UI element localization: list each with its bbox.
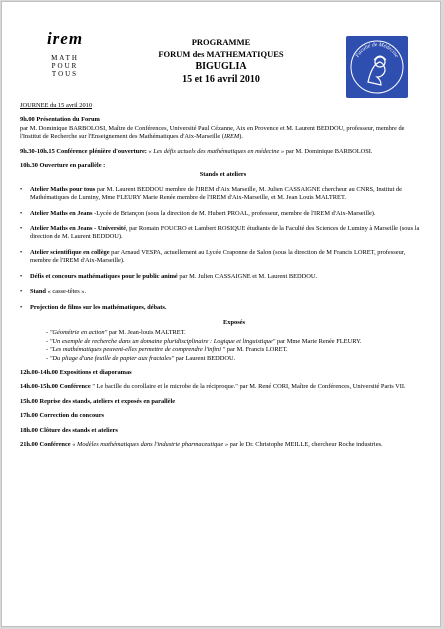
- header-line-2: FORUM des MATHEMATIQUES: [158, 49, 284, 59]
- session-closing: 18h.00 Clôture des stands et ateliers: [20, 426, 118, 434]
- list-item: • Atelier Maths en Jeans - Université, par Romain FOUCRO et Lambert ROSIQUE étudiants de la Faculté des Sciences de Luminy à Marseille (sous la direction de M. Laurent BEDDOU).: [20, 225, 420, 241]
- list-item: - "Géométrie en action" par M. Jean-louis MALTRET.: [46, 329, 186, 337]
- list-item: - "Du pliage d'une feuille de papier aux fractales" par Laurent BEDDOU.: [46, 354, 236, 362]
- list-item: • Atelier Maths en Jeans -Lycée de Briançon (sous la direction de M. Hubert PROAL, professeur, membre de l'IREM d'Aix-Marseille).: [20, 209, 376, 217]
- session-text: par M. Dominique BARBOLOSI, Maître de Conférences, Université Paul Cézanne, Aix en Provence et M. Laurent BEDDOU, professeur, membre de l'Institut de Recherche sur l'Enseignement des Mathématiques d'Aix-Marseille (IREM).: [20, 124, 405, 141]
- session-opening: [20, 162, 426, 180]
- logo-line-2: POUR: [51, 62, 79, 70]
- bullet-icon: •: [20, 272, 23, 280]
- program-body: [20, 102, 426, 455]
- bullet-icon: •: [20, 209, 23, 217]
- list-item: • Atelier scientifique en collège par Arnaud VESPA, actuellement au Lycée Craponne de Salon (sous la direction de M Francis LORET, professeur, membre de l'IREM d'Aix-Marseille).: [20, 248, 406, 265]
- talks-section: [42, 319, 426, 363]
- list-item: • Atelier Maths pour tous par M. Laurent BEDDOU membre de l'IREM d'Aix Marseille, M. Julien CASSAIGNE chercheur au CNRS, Institut de Mathématiques de Luminy, Mme FLEURY Marie Renée membre de l'IREM d'Aix-Marseille, et M. Jean Louis MALTRET.: [20, 185, 402, 202]
- session-time: 9h.00 Présentation du Forum: [20, 116, 100, 124]
- bullet-icon: •: [20, 225, 23, 233]
- list-item: • Stand « casse-têtes ».: [20, 288, 87, 296]
- logo-line-1: MATH: [51, 54, 79, 62]
- header-line-3: BIGUGLIA: [195, 61, 247, 72]
- plenary-title: « Les défis actuels des mathématiques en médecine »: [148, 147, 285, 155]
- session-evening-conference: 21h.00 Conférence « Modèles mathématiques dans l'industrie pharmaceutique » par le Dr. Christophe MEILLE, chercheur Roche industries.: [20, 440, 383, 448]
- logo-line-3: TOUS: [51, 70, 79, 78]
- session-correction: 17h.00 Correction du concours: [20, 412, 105, 420]
- bullet-icon: •: [20, 185, 23, 193]
- talks-heading: Exposés: [222, 318, 246, 326]
- session-plenary: [20, 148, 426, 156]
- stands-subheading: Stands et ateliers: [199, 171, 247, 179]
- session-presentation: [20, 116, 426, 141]
- session-resume: 15h.00 Reprise des stands, ateliers et exposés en parallèle: [20, 397, 176, 405]
- faculty-seal-text: Faculté de Médecine: [354, 41, 400, 59]
- logo-wordmark: irem: [46, 29, 84, 48]
- session-text: par M. Dominique BARBOLOSI.: [284, 147, 373, 155]
- list-item: • Projection de films sur les mathématiques, débats.: [20, 303, 167, 311]
- session-exhibitions: 12h.00-14h.00 Expositions et diaporamas: [20, 368, 132, 376]
- program-page: [1, 1, 441, 627]
- bullet-icon: •: [20, 248, 23, 256]
- bullet-icon: •: [20, 303, 23, 311]
- day-heading: JOURNEE du 15 avril 2010: [20, 102, 93, 109]
- list-item: - "Les mathématiques peuvent-elles permettre de comprendre l'infini " par M. Francis LORET.: [46, 346, 288, 354]
- list-item: • Défis et concours mathématiques pour le public animé par M. Julien CASSAIGNE et M. Laurent BEDDOU.: [20, 272, 318, 280]
- faculty-seal-icon: [346, 36, 408, 98]
- header-line-1: PROGRAMME: [191, 37, 251, 47]
- bullet-icon: •: [20, 288, 23, 296]
- session-conference: 14h.00-15h.00 Conférence " Le bacille du corollaire et le microbe de la réciproque." par M. René CORI, Maître de Conférences, Université Paris VII.: [20, 383, 406, 391]
- session-time: 10h.30 Ouverture en parallèle :: [20, 162, 106, 170]
- header-line-4: 15 et 16 avril 2010: [182, 74, 260, 85]
- list-item: - "Un exemple de recherche dans un domaine pluridisciplinaire : Logique et linguistique" par Mme Marie Renée FLEURY.: [46, 337, 362, 345]
- session-time: 9h.30-10h.15 Conférence plénière d'ouverture:: [20, 147, 149, 155]
- faculty-logo: [346, 36, 408, 98]
